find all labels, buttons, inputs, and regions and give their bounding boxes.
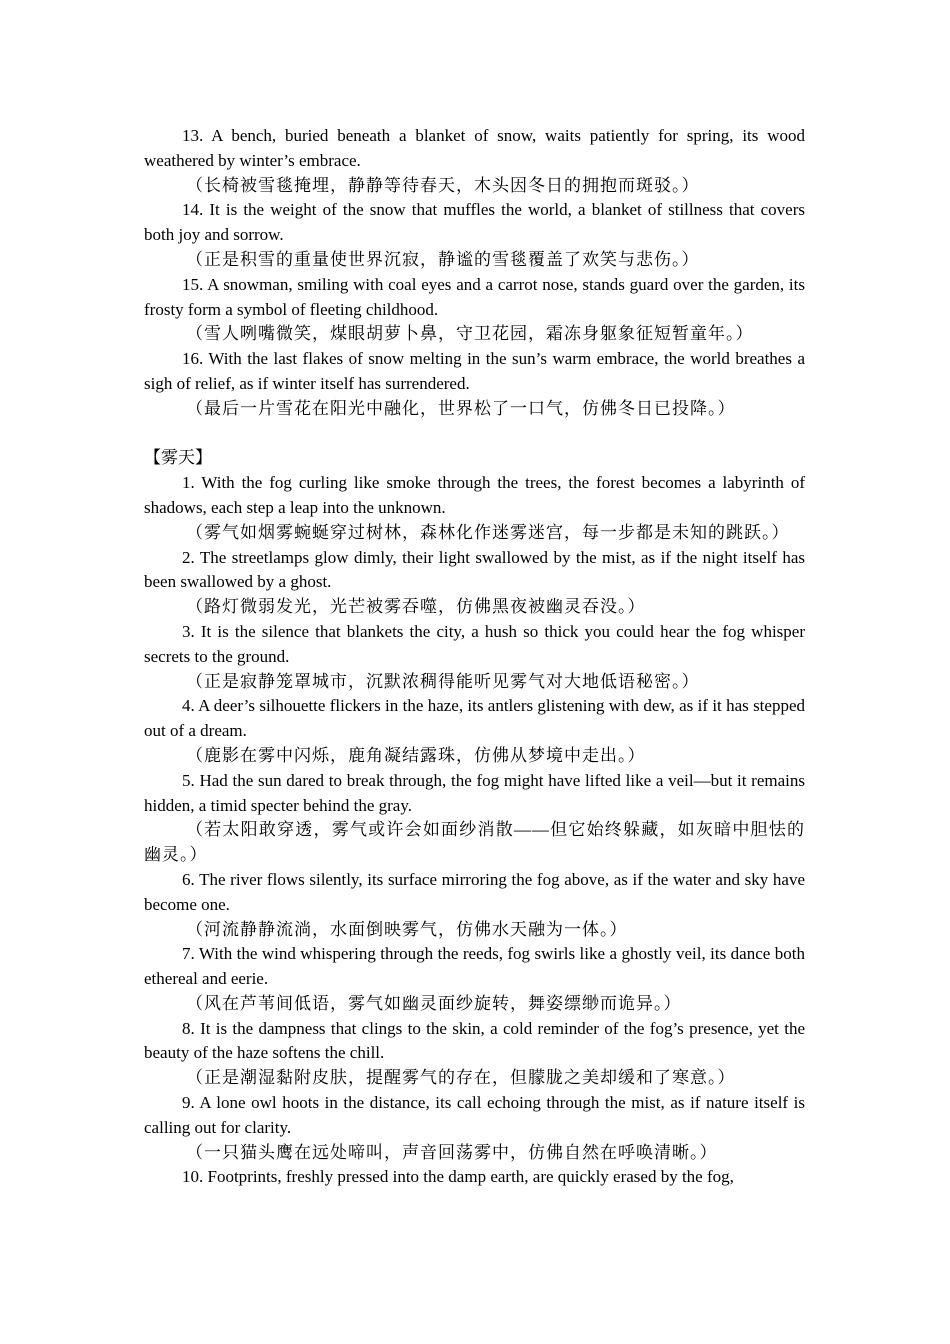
fog-3-en: 3. It is the silence that blankets the city, a hush so thick you could hear the fog whisper secrets to the ground. xyxy=(144,621,805,666)
snow-16-en: 16. With the last flakes of snow melting in the sun’s warm embrace, the world breathes a sigh of relief, as if winter itself has surrendered. xyxy=(144,349,805,393)
document-page xyxy=(144,124,805,1190)
fog-8-en: 8. It is the dampness that clings to the skin, a cold reminder of the fog’s presence, yet the beauty of the haze softens the chill. xyxy=(144,1018,805,1063)
fog-5-en: 5. Had the sun dared to break through, the fog might have lifted like a veil—but it remains hidden, a timid specter behind the gray. xyxy=(144,770,805,815)
snow-13-en: 13. A bench, buried beneath a blanket of snow, waits patiently for spring, its wood weathered by winter’s embrace. xyxy=(144,126,805,170)
fog-6-en: 6. The river flows silently, its surface mirroring the fog above, as if the water and sky have become one. xyxy=(144,869,805,914)
section-spacer xyxy=(144,422,805,447)
fog-4-zh: （鹿影在雾中闪烁，鹿角凝结露珠，仿佛从梦境中走出。） xyxy=(186,745,646,765)
fog-10-en-partial: 10. Footprints, freshly pressed into the damp earth, are quickly erased by the fog, xyxy=(182,1167,734,1187)
fog-4-en: 4. A deer’s silhouette flickers in the haze, its antlers glistening with dew, as if it has stepped out of a dream. xyxy=(144,696,805,741)
fog-3-zh: （正是寂静笼罩城市，沉默浓稠得能听见雾气对大地低语秘密。） xyxy=(186,671,700,691)
fog-7-zh: （风在芦苇间低语，雾气如幽灵面纱旋转，舞姿缥缈而诡异。） xyxy=(186,993,682,1013)
snow-13-zh: （长椅被雪毯掩埋，静静等待春天，木头因冬日的拥抱而斑驳。） xyxy=(186,175,700,195)
snow-16-zh: （最后一片雪花在阳光中融化，世界松了一口气，仿佛冬日已投降。） xyxy=(186,398,736,418)
fog-2-en: 2. The streetlamps glow dimly, their light swallowed by the mist, as if the night itself has been swallowed by a ghost. xyxy=(144,547,805,592)
fog-2-zh: （路灯微弱发光，光芒被雾吞噬，仿佛黑夜被幽灵吞没。） xyxy=(186,597,646,617)
fog-9-zh: （一只猫头鹰在远处啼叫，声音回荡雾中，仿佛自然在呼唤清晰。） xyxy=(186,1142,718,1162)
snow-15-zh: （雪人咧嘴微笑，煤眼胡萝卜鼻，守卫花园，霜冻身躯象征短暂童年。） xyxy=(186,324,754,344)
fog-1-zh: （雾气如烟雾蜿蜒穿过树林，森林化作迷雾迷宫，每一步都是未知的跳跃。） xyxy=(186,522,790,542)
snow-15-en: 15. A snowman, smiling with coal eyes and a carrot nose, stands guard over the garden, its frosty form a symbol of fleeting childhood. xyxy=(144,274,805,319)
fog-7-en: 7. With the wind whispering through the reeds, fog swirls like a ghostly veil, its dance both ethereal and eerie. xyxy=(144,944,805,989)
fog-5-zh: （若太阳敢穿透，雾气或许会如面纱消散——但它始终躲藏，如灰暗中胆怯的幽灵。） xyxy=(144,820,805,865)
fog-8-zh: （正是潮湿黏附皮肤，提醒雾气的存在，但朦胧之美却缓和了寒意。） xyxy=(186,1068,736,1088)
fog-1-en: 1. With the fog curling like smoke through the trees, the forest becomes a labyrinth of shadows, each step a leap into the unknown. xyxy=(144,473,805,517)
section-heading-fog: 【雾天】 xyxy=(144,448,212,468)
snow-14-en: 14. It is the weight of the snow that muffles the world, a blanket of stillness that covers both joy and sorrow. xyxy=(144,200,805,245)
fog-6-zh: （河流静静流淌，水面倒映雾气，仿佛水天融为一体。） xyxy=(186,919,628,939)
snow-14-zh: （正是积雪的重量使世界沉寂，静谧的雪毯覆盖了欢笑与悲伤。） xyxy=(186,249,700,269)
fog-9-en: 9. A lone owl hoots in the distance, its call echoing through the mist, as if nature itself is calling out for clarity. xyxy=(144,1093,805,1137)
